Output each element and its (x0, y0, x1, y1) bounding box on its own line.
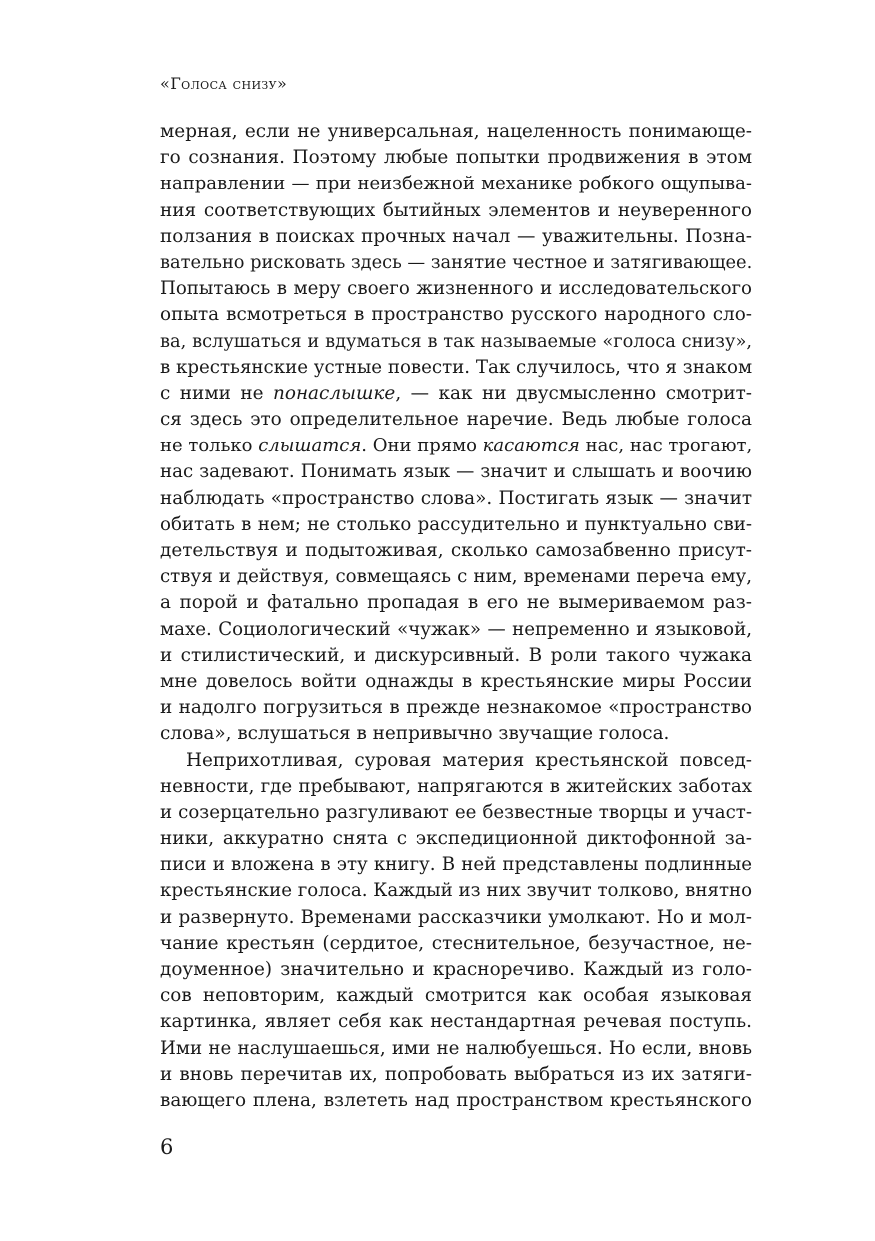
text-line: махе. Социологический «чужак» — непременно и языковой, (160, 618, 752, 640)
text-line: наблюдать «пространство слова». Постигать язык — значит (160, 487, 752, 509)
text-line: сов неповторим, каждый смотрится как особая языковая (160, 985, 752, 1007)
text-line: ся здесь это определительное наречие. Ведь любые голоса (160, 409, 752, 431)
running-head: «Голоса снизу» (160, 74, 288, 93)
text-line: ники, аккуратно снята с экспедиционной диктофонной за- (160, 828, 752, 850)
text-line: вающего плена, взлететь над пространством крестьянского (160, 1089, 752, 1111)
text-line: доуменное) значительно и красноречиво. Каждый из голо- (160, 959, 752, 980)
text-line: ния соответствующих бытийных элементов и неуверенного (160, 199, 752, 221)
text-line: мерная, если не универсальная, нацеленность понимающе- (160, 121, 752, 142)
text-line: Попытаюсь в меру своего жизненного и исследовательского (160, 278, 752, 300)
text-line: ствуя и действуя, совмещаясь с ним, временами переча ему, (160, 566, 752, 588)
text-line: с ними не понаслышке, — как ни двусмысленно смотрит- (160, 382, 752, 404)
paragraph-2 (160, 748, 752, 1115)
text-line: невности, где пребывают, напрягаются в житейских заботах (160, 775, 752, 797)
body-text (160, 119, 752, 1114)
text-line: слова», вслушаться в непривычно звучащие голоса. (160, 723, 670, 745)
text-line: не только слышатся. Они прямо касаются нас, нас трогают, (160, 435, 752, 457)
text-line: вательно рисковать здесь — занятие честное и затягивающее. (160, 251, 752, 273)
paragraph-1 (160, 119, 752, 748)
text-line: и созерцательно разгуливают ее безвестные творцы и участ- (160, 801, 752, 823)
page-number: 6 (160, 1135, 174, 1159)
text-line: чание крестьян (сердитое, стеснительное, безучастное, не- (160, 932, 752, 954)
text-line: картинка, являет себя как нестандартная речевая поступь. (160, 1011, 752, 1033)
text-line: нас задевают. Понимать язык — значит и слышать и воочию (160, 461, 752, 483)
text-line: и надолго погрузиться в прежде незнакомое «пространство (160, 697, 752, 719)
text-line: ползания в поисках прочных начал — уважительны. Позна- (160, 225, 752, 247)
text-line: Ими не наслушаешься, ими не налюбуешься. Но если, вновь (160, 1037, 752, 1059)
text-line: и вновь перечитав их, попробовать выбраться из их затяги- (160, 1063, 752, 1085)
text-line: и стилистический, и дискурсивный. В роли такого чужака (160, 644, 752, 666)
text-line: детельствуя и подытоживая, сколько самозабвенно присут- (160, 540, 752, 561)
italic-emphasis: понаслышке (273, 382, 396, 404)
text-line: го сознания. Поэтому любые попытки продвижения в этом (160, 147, 752, 169)
text-line: ва, вслушаться и вдуматься в так называемые «голоса снизу», (160, 330, 752, 352)
text-line: и развернуто. Временами рассказчики умолкают. Но и мол- (160, 906, 752, 928)
text-line: писи и вложена в эту книгу. В ней представлены подлинные (160, 854, 752, 876)
text-line: опыта всмотреться в пространство русского народного сло- (160, 304, 752, 326)
text-line: Неприхотливая, суровая материя крестьянской повсед- (186, 749, 752, 771)
italic-emphasis: касаются (482, 435, 580, 457)
text-line: обитать в нем; не столько рассудительно и пунктуально сви- (160, 513, 752, 535)
text-line: направлении — при неизбежной механике робкого ощупыва- (160, 173, 752, 195)
text-line: мне довелось войти однажды в крестьянские миры России (160, 670, 752, 692)
italic-emphasis: слышатся (258, 435, 362, 457)
text-line: крестьянские голоса. Каждый из них звучит толково, внятно (160, 880, 752, 902)
text-line: а порой и фатально пропадая в его не вымериваемом раз- (160, 592, 752, 614)
text-line: в крестьянские устные повести. Так случилось, что я знаком (160, 356, 752, 378)
